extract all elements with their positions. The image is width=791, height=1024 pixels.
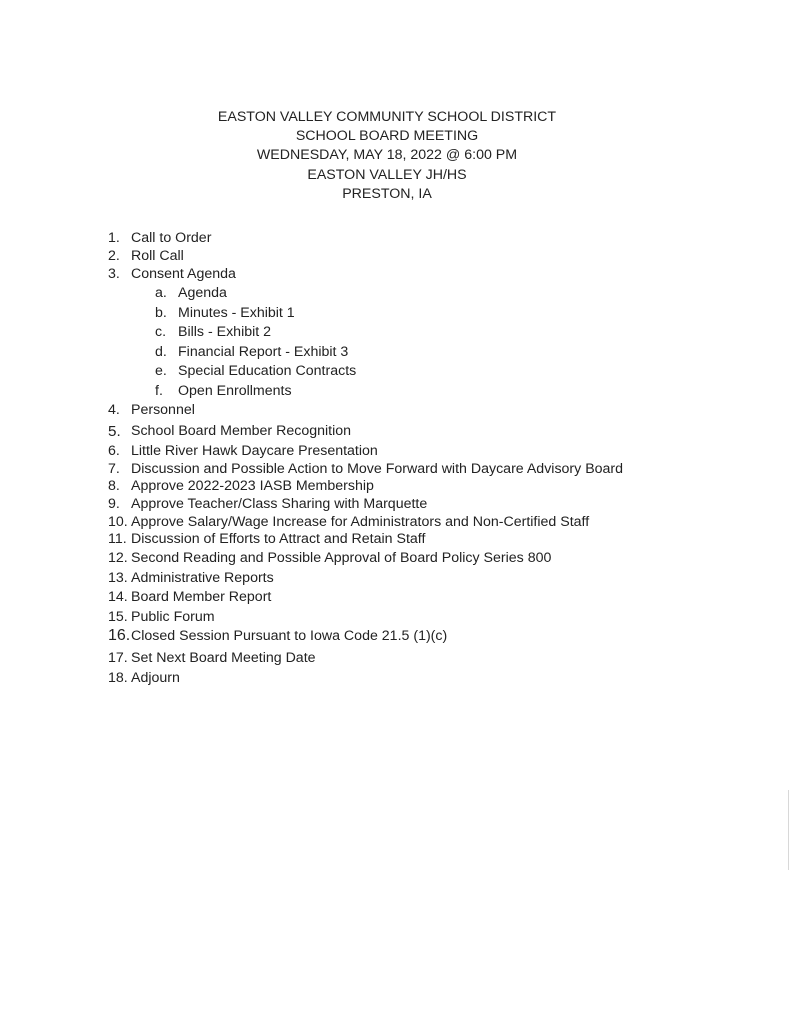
item-text: Approve Salary/Wage Increase for Administrators and Non-Certified Staff	[131, 514, 590, 530]
item-number: 6.	[108, 443, 120, 459]
item-text: School Board Member Recognition	[131, 423, 352, 439]
item-text: Approve Teacher/Class Sharing with Marquette	[131, 496, 428, 512]
item-text: Closed Session Pursuant to Iowa Code 21.5 (1)(c)	[131, 628, 448, 644]
item-text: Consent Agenda	[131, 266, 236, 282]
item-text: Adjourn	[131, 670, 180, 686]
item-number: 1.	[108, 230, 120, 246]
meeting-city: PRESTON, IA	[342, 185, 432, 202]
meeting-date: WEDNESDAY, MAY 18, 2022 @ 6:00 PM	[256, 147, 518, 164]
item-number: 4.	[108, 402, 120, 418]
meeting-location: EASTON VALLEY JH/HS	[307, 166, 467, 183]
item-number: 7.	[108, 461, 120, 477]
scan-edge-mark	[788, 790, 789, 870]
item-number: 13.	[108, 570, 128, 586]
subitem-letter: f.	[155, 383, 163, 399]
item-number: 10.	[108, 514, 128, 530]
item-number: 18.	[108, 670, 128, 686]
item-text: Discussion and Possible Action to Move Forward with Daycare Advisory Board	[131, 461, 624, 477]
item-text: Board Member Report	[131, 589, 272, 605]
item-text: Call to Order	[131, 230, 212, 246]
subitem-text: Agenda	[178, 285, 227, 301]
item-text: Set Next Board Meeting Date	[131, 650, 316, 666]
document-header	[0, 108, 774, 204]
subitem-letter: c.	[155, 324, 167, 340]
item-number: 9.	[108, 496, 120, 512]
item-number: 5.	[108, 423, 121, 440]
meeting-title: SCHOOL BOARD MEETING	[295, 128, 479, 145]
subitem-text: Financial Report - Exhibit 3	[178, 344, 349, 360]
item-text: Little River Hawk Daycare Presentation	[131, 443, 378, 459]
subitem-text: Special Education Contracts	[178, 363, 357, 379]
item-text: Administrative Reports	[131, 570, 274, 586]
item-number: 3.	[108, 266, 120, 282]
item-number: 8.	[108, 478, 120, 494]
item-number: 15.	[108, 609, 128, 625]
subitem-letter: b.	[155, 305, 167, 321]
subitem-text: Bills - Exhibit 2	[178, 324, 272, 340]
item-number: 2.	[108, 248, 120, 264]
subitem-text: Open Enrollments	[178, 383, 292, 399]
item-text: Approve 2022-2023 IASB Membership	[131, 478, 374, 494]
subitem-letter: a.	[155, 285, 167, 301]
item-number: 16.	[108, 627, 131, 644]
subitem-letter: e.	[155, 363, 167, 379]
subitem-text: Minutes - Exhibit 1	[178, 305, 295, 321]
item-text: Discussion of Efforts to Attract and Retain Staff	[131, 531, 426, 547]
item-number: 11.	[108, 531, 127, 547]
item-number: 12.	[108, 550, 128, 566]
item-text: Public Forum	[131, 609, 215, 625]
item-number: 14.	[108, 589, 128, 605]
subitem-letter: d.	[155, 344, 167, 360]
district-name: EASTON VALLEY COMMUNITY SCHOOL DISTRICT	[217, 109, 557, 125]
item-text: Personnel	[131, 402, 195, 418]
item-number: 17.	[108, 650, 128, 666]
item-text: Roll Call	[131, 248, 184, 264]
item-text: Second Reading and Possible Approval of Board Policy Series 800	[131, 550, 552, 566]
